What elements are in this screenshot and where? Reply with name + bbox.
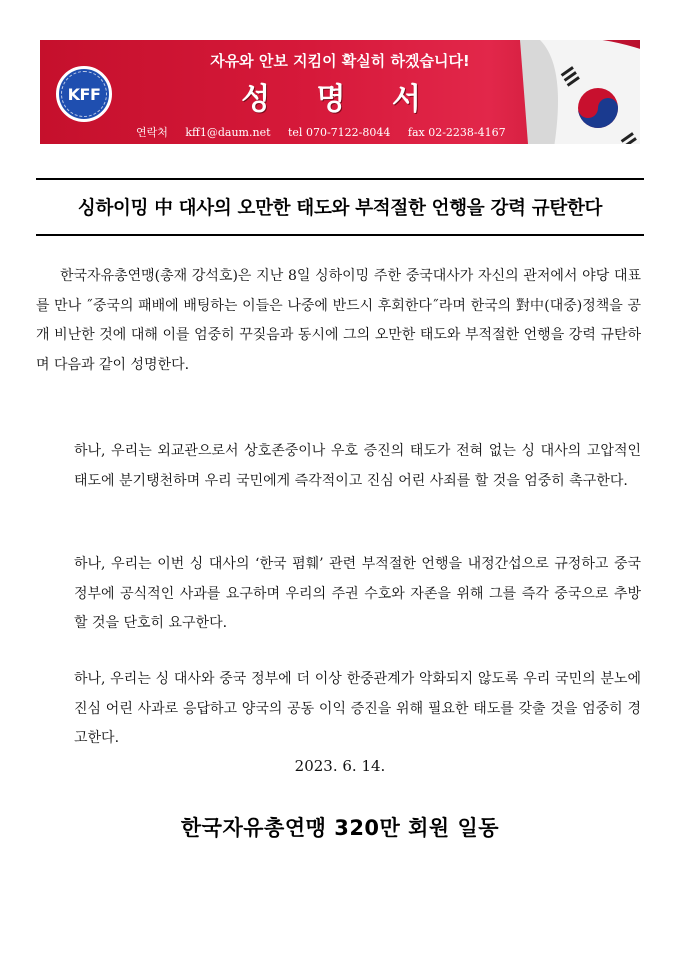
contact-fax: fax 02-2238-4167 bbox=[407, 126, 506, 139]
signature: 한국자유총연맹 320만 회원 일동 bbox=[180, 816, 500, 840]
document-title: 성 명 서 bbox=[241, 82, 439, 117]
contact-label: 연락처 bbox=[136, 126, 168, 139]
statement-date: 2023. 6. 14. bbox=[294, 757, 386, 775]
contact-tel: tel 070-7122-8044 bbox=[288, 126, 391, 139]
logo-text: KFF bbox=[67, 84, 101, 104]
contact-email: kff1@daum.net bbox=[185, 126, 271, 139]
headline: 싱하이밍 中 대사의 오만한 태도와 부적절한 언행을 강력 규탄한다 bbox=[77, 198, 603, 219]
resolution-1: 하나, 우리는 외교관으로서 상호존중이나 우호 증진의 태도가 전혀 없는 싱 대사의 고압적인 태도에 분기탱천하며 우리 국민에게 즉각적이고 진심 어린 사죄를 할 것을 엄중히 촉구한다. bbox=[74, 443, 641, 489]
resolution-3: 하나, 우리는 싱 대사와 중국 정부에 더 이상 한중관계가 악화되지 않도록 우리 국민의 분노에 진심 어린 사과로 응답하고 양국의 공동 이익 증진을 위해 필요한 태도를 갖출 것을 엄중히 경고한다. bbox=[74, 671, 641, 746]
banner-slogan: 자유와 안보 지킴이 확실히 하겠습니다! bbox=[210, 52, 470, 70]
headline-box bbox=[36, 178, 644, 236]
resolution-2: 하나, 우리는 이번 싱 대사의 ‘한국 폄훼’ 관련 부적절한 언행을 내정간섭으로 규정하고 중국 정부에 공식적인 사과를 요구하며 우리의 주권 수호와 자존을 위해 그를 즉각 중국으로 추방할 것을 단호히 요구한다. bbox=[74, 556, 641, 631]
header-banner bbox=[40, 40, 640, 144]
contact-info bbox=[136, 124, 520, 140]
intro-paragraph: 한국자유총연맹(총재 강석호)은 지난 8일 싱하이밍 주한 중국대사가 자신의 관저에서 야당 대표를 만나 ˝중국의 패배에 배팅하는 이들은 나중에 반드시 후회한다˝라며 한국의 對中(대중)정책을 공개 비난한 것에 대해 이를 엄중히 꾸짖음과 동시에 그의 오만한 태도와 부적절한 언행을 강력 규탄하며 다음과 같이 성명한다. bbox=[36, 268, 641, 373]
